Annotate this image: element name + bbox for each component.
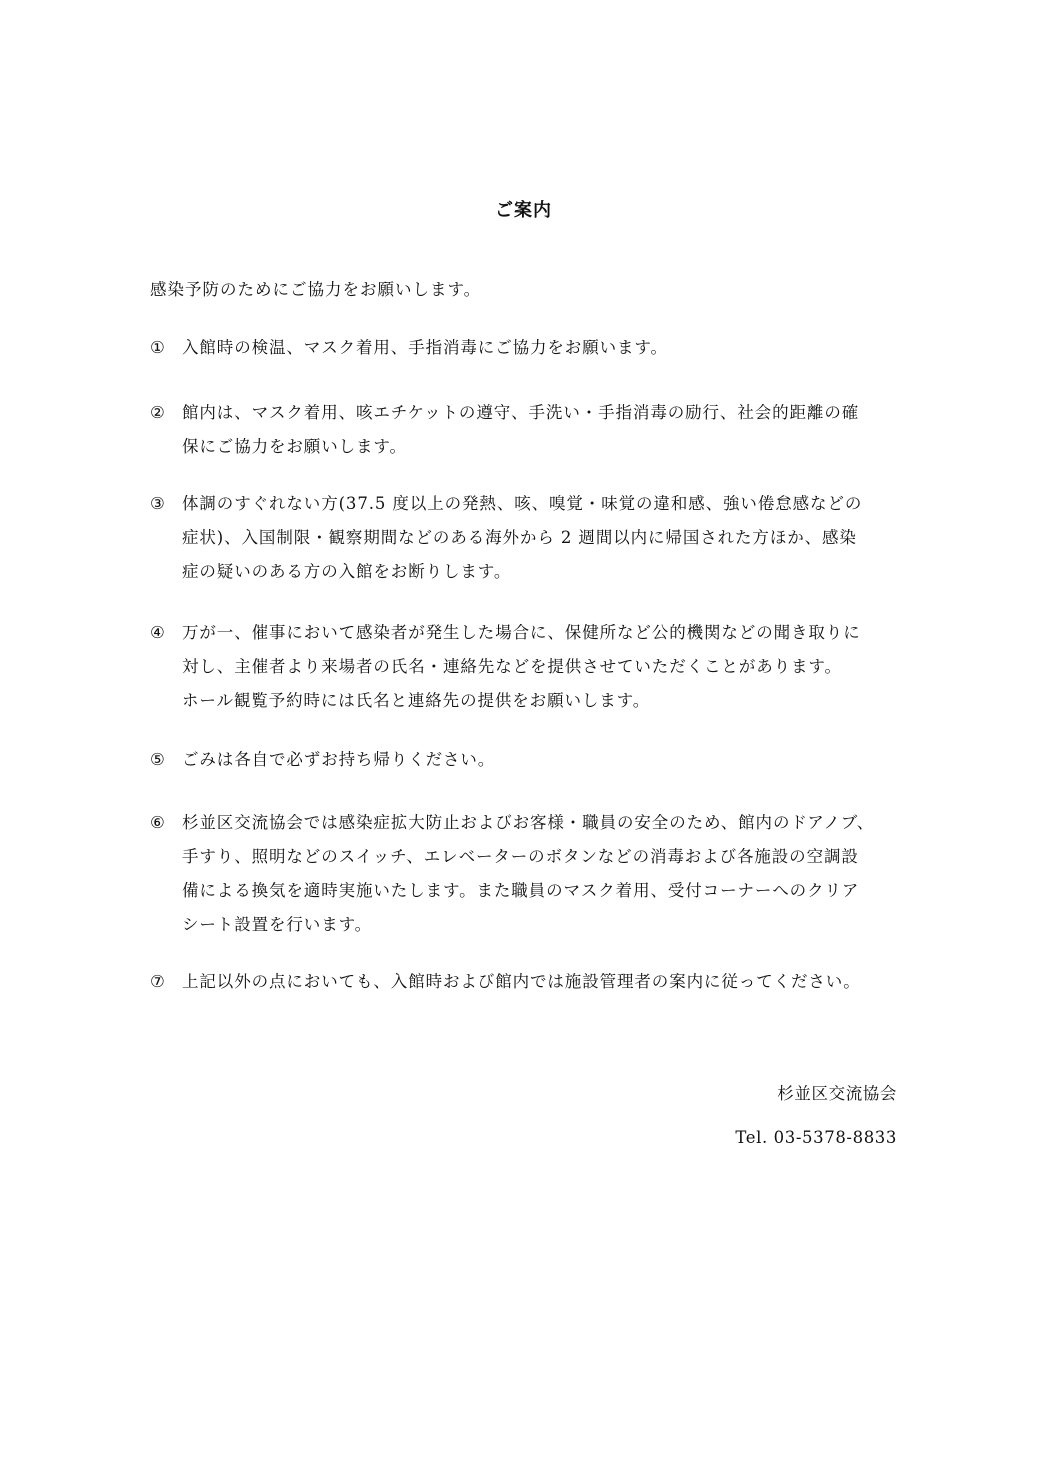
item-number: ⑦ [150, 972, 165, 991]
item-text-line: 対し、主催者より来場者の氏名・連絡先などを提供させていただくことがあります。 [182, 657, 842, 676]
telephone-number: Tel. 03-5378-8833 [735, 1128, 897, 1147]
item-number: ② [150, 403, 165, 422]
item-text-line: 備による換気を適時実施いたします。また職員のマスク着用、受付コーナーへのクリア [182, 881, 860, 900]
item-number: ④ [150, 623, 165, 642]
notice-item-7 [150, 965, 900, 999]
item-text-line: ホール観覧予約時には氏名と連絡先の提供をお願いします。 [182, 691, 651, 710]
page-title: ご案内 [495, 200, 552, 221]
item-text-line: シート設置を行います。 [182, 915, 373, 934]
notice-item-6 [150, 806, 900, 942]
item-text-line: 上記以外の点においても、入館時および館内では施設管理者の案内に従ってください。 [182, 972, 861, 991]
intro-text: 感染予防のためにご協力をお願いします。 [150, 280, 482, 299]
item-text-line: 万が一、催事において感染者が発生した場合に、保健所など公的機関などの聞き取りに [182, 623, 861, 642]
item-text-line: 杉並区交流協会では感染症拡大防止およびお客様・職員の安全のため、館内のドアノブ、 [182, 813, 875, 832]
notice-item-2 [150, 396, 900, 464]
item-text-line: 症の疑いのある方の入館をお断りします。 [182, 562, 512, 581]
organization-name: 杉並区交流協会 [777, 1084, 897, 1103]
item-text-line: 保にご協力をお願いします。 [182, 437, 407, 456]
item-text-line: 館内は、マスク着用、咳エチケットの遵守、手洗い・手指消毒の励行、社会的距離の確 [182, 403, 860, 422]
item-number: ③ [150, 494, 165, 513]
item-text-line: 入館時の検温、マスク着用、手指消毒にご協力をお願います。 [182, 338, 668, 357]
item-text-line: 手すり、照明などのスイッチ、エレベーターのボタンなどの消毒および各施設の空調設 [182, 847, 859, 866]
item-text-line: 症状)、入国制限・観察期間などのある海外から 2 週間以内に帰国された方ほか、感染 [182, 528, 857, 547]
notice-item-1 [150, 331, 900, 365]
item-text-line: ごみは各自で必ずお持ち帰りください。 [182, 750, 496, 769]
notice-item-5 [150, 743, 900, 777]
notice-item-3 [150, 487, 900, 589]
item-number: ⑥ [150, 813, 165, 832]
item-number: ① [150, 338, 165, 357]
item-text-line: 体調のすぐれない方(37.5 度以上の発熱、咳、嗅覚・味覚の違和感、強い倦怠感などの [182, 494, 863, 513]
item-number: ⑤ [150, 750, 165, 769]
notice-item-4 [150, 616, 900, 718]
